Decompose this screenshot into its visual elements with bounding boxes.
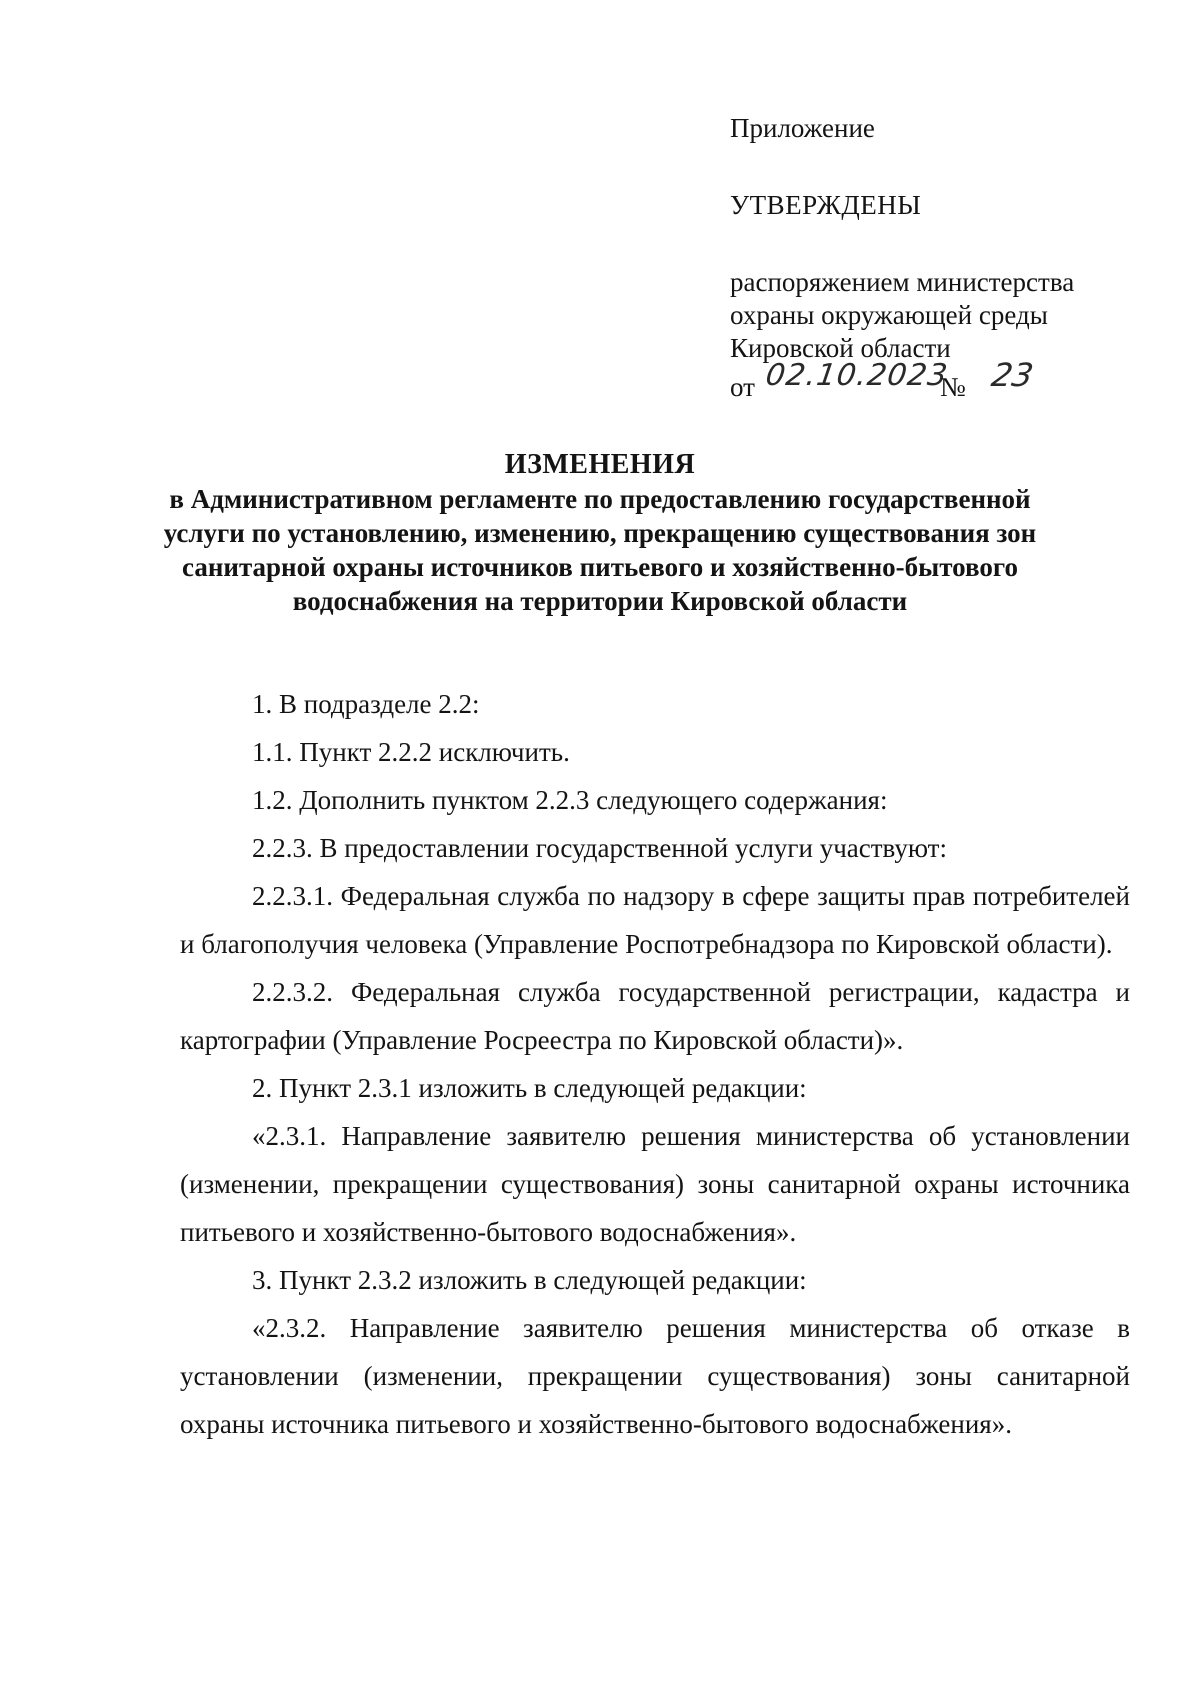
body-paragraph: 1.1. Пункт 2.2.2 исключить. [252,737,570,767]
number-prefix: № [940,372,966,402]
body-paragraph: 3. Пункт 2.3.2 изложить в следующей редакции: [252,1265,807,1295]
title-subtitle-line: водоснабжения на территории Кировской области [292,586,908,616]
issuer-line: Кировской области [730,333,951,363]
body-paragraph: 1.2. Дополнить пунктом 2.2.3 следующего содержания: [252,785,888,815]
date-number-row [730,356,1150,405]
body-paragraph: 2. Пункт 2.3.1 изложить в следующей редакции: [252,1073,807,1103]
body-paragraph: 2.2.3.1. Федеральная служба по надзору в сфере защиты прав потребителей и благополучия человека (Управление Роспотребнадзора по Кировской области). [180,881,1130,959]
document-body [180,680,1130,1448]
title-subtitle-line: санитарной охраны источников питьевого и хозяйственно-бытового [182,552,1018,582]
title-heading: ИЗМЕНЕНИЯ [504,449,696,480]
body-paragraph: «2.3.1. Направление заявителю решения министерства об установлении (изменении, прекращении существования) зоны санитарной охраны источника питьевого и хозяйственно-бытового водоснабжения». [180,1121,1130,1247]
handwritten-date: 02.10.2023 [763,358,951,393]
body-paragraph: 2.2.3. В предоставлении государственной услуги участвуют: [252,833,947,863]
title-subtitle-line: услуги по установлению, изменению, прекращению существования зон [163,518,1037,548]
body-paragraph: 1. В подразделе 2.2: [252,689,480,719]
approved-label: УТВЕРЖДЕНЫ [730,190,922,220]
handwritten-number: 23 [988,356,1037,394]
body-paragraph: «2.3.2. Направление заявителю решения министерства об отказе в установлении (изменении, прекращении существования) зоны санитарной охраны источника питьевого и хозяйственно-бытового водоснабжения». [180,1313,1130,1439]
title-subtitle-line: в Административном регламенте по предоставлению государственной [169,484,1031,514]
body-paragraph: 2.2.3.2. Федеральная служба государственной регистрации, кадастра и картографии (Управление Росреестра по Кировской области)». [180,977,1130,1055]
issuer-line: охраны окружающей среды [730,300,1048,330]
date-prefix: от [730,372,755,402]
document-title [150,448,1050,618]
issuer-line: распоряжением министерства [730,267,1075,297]
appendix-label: Приложение [730,113,875,143]
attachment-stamp [730,112,1150,405]
